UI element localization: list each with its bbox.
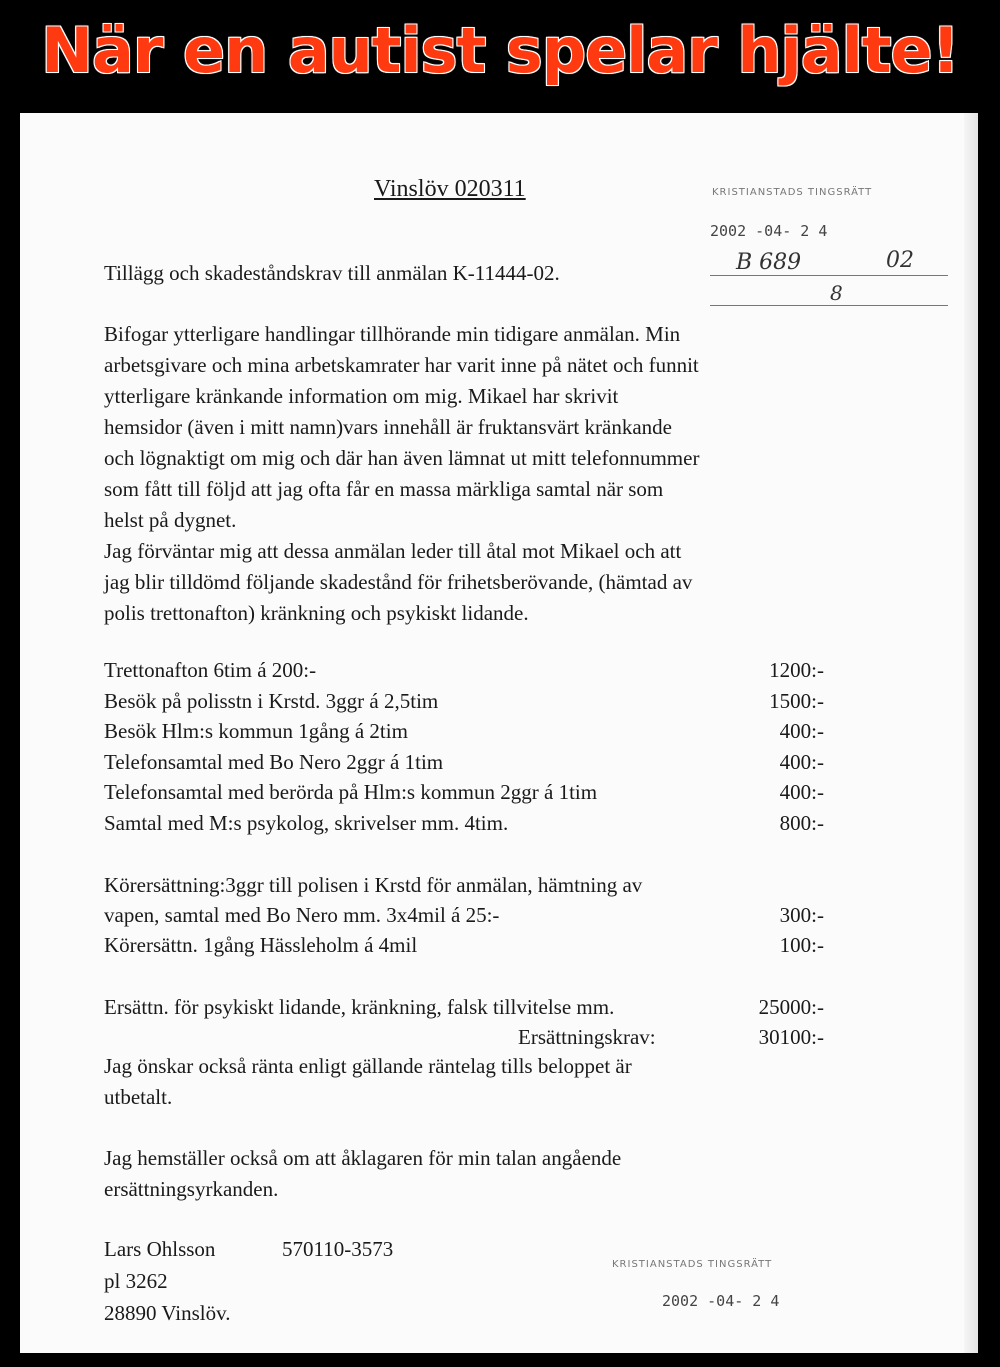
stamp-line <box>710 305 948 306</box>
handwritten-case-year: 02 <box>886 248 914 273</box>
damages-line <box>104 995 824 1019</box>
damages-text: Ersättn. för psykiskt lidande, kränkning, falsk tillvitelse mm. <box>104 995 615 1019</box>
paragraph-line: Jag önskar också ränta enligt gällande räntelag tills beloppet är <box>104 1054 632 1078</box>
paragraph-line: polis trettonafton) kränkning och psykiskt lidande. <box>104 601 529 625</box>
paragraph-line: och lögnaktigt om mig och där han även lämnat ut mitt telefonnummer <box>104 446 700 470</box>
travel-line-2 <box>104 903 824 927</box>
claim-item-amount: 400:- <box>779 750 824 774</box>
travel-line-3 <box>104 933 824 957</box>
paragraph-line: hemsidor (även i mitt namn)vars innehåll är fruktansvärt kränkande <box>104 415 672 439</box>
claim-item <box>104 780 824 804</box>
claim-item-text: Telefonsamtal med Bo Nero 2ggr á 1tim <box>104 750 444 774</box>
claim-item <box>104 750 824 774</box>
paragraph-line: Bifogar ytterligare handlingar tillhörande min tidigare anmälan. Min <box>104 322 681 346</box>
signature-block <box>104 1233 231 1329</box>
claim-item <box>104 719 824 743</box>
travel-line-1 <box>104 873 824 897</box>
stamp-line <box>710 275 948 276</box>
paragraph-line: arbetsgivare och mina arbetskamrater har varit inne på nätet och funnit <box>104 353 699 377</box>
paragraph-line: ytterligare kränkande information om mig. Mikael har skrivit <box>104 384 619 408</box>
claim-item-amount: 400:- <box>779 719 824 743</box>
interest-paragraph <box>104 1051 632 1113</box>
paragraph-line: Jag förväntar mig att dessa anmälan leder till åtal mot Mikael och att <box>104 539 682 563</box>
letter-page <box>20 113 978 1353</box>
claim-item-amount: 400:- <box>779 780 824 804</box>
travel-text: vapen, samtal med Bo Nero mm. 3x4mil á 25:- <box>104 903 500 927</box>
handwritten-aktbil: 8 <box>830 281 843 305</box>
claim-item-text: Telefonsamtal med berörda på Hlm:s kommun 2ggr á 1tim <box>104 780 598 804</box>
handwritten-case-number: B 689 <box>736 250 802 275</box>
signature-personal-number: 570110-3573 <box>282 1237 394 1261</box>
request-paragraph <box>104 1143 621 1205</box>
claim-item-amount: 1500:- <box>769 689 824 713</box>
paragraph-line: helst på dygnet. <box>104 508 237 532</box>
travel-amount: 300:- <box>779 903 824 927</box>
travel-text: Körersättn. 1gång Hässleholm á 4mil <box>104 933 418 957</box>
letter-paragraph-1 <box>104 319 699 629</box>
paragraph-line: jag blir tilldömd följande skadestånd för frihetsberövande, (hämtad av <box>104 570 693 594</box>
claim-item-text: Samtal med M:s psykolog, skrivelser mm. 4tim. <box>104 811 509 835</box>
letter-subject: Tillägg och skadeståndskrav till anmälan K-11444-02. <box>104 261 560 285</box>
paragraph-line: ersättningsyrkanden. <box>104 1177 279 1201</box>
court-stamp-bottom-date: 2002 -04- 2 4 <box>662 1292 780 1310</box>
claim-item <box>104 689 824 713</box>
travel-text: Körersättning:3ggr till polisen i Krstd för anmälan, hämtning av <box>104 873 643 897</box>
signature-address-2: 28890 Vinslöv. <box>104 1301 231 1325</box>
paragraph-line: utbetalt. <box>104 1085 173 1109</box>
claim-item-text: Besök på polisstn i Krstd. 3ggr á 2,5tim <box>104 689 439 713</box>
court-stamp-bottom: KRISTIANSTADS TINGSRÄTT <box>612 1259 773 1270</box>
damages-amount: 25000:- <box>758 995 824 1019</box>
signature-address-1: pl 3262 <box>104 1269 168 1293</box>
signature-name: Lars Ohlsson <box>104 1237 216 1261</box>
total-amount: 30100:- <box>758 1025 824 1049</box>
claim-item <box>104 658 824 682</box>
claim-item-text: Trettonafton 6tim á 200:- <box>104 658 317 682</box>
total-label: Ersättningskrav: <box>518 1025 656 1049</box>
claim-item-amount: 1200:- <box>769 658 824 682</box>
letter-date-heading: Vinslöv 020311 <box>374 176 526 202</box>
paragraph-line: som fått till följd att jag ofta får en massa märkliga samtal när som <box>104 477 664 501</box>
claim-item-amount: 800:- <box>779 811 824 835</box>
page-edge-shadow <box>964 113 978 1353</box>
court-stamp-top-date: 2002 -04- 2 4 <box>710 222 828 240</box>
claim-item <box>104 811 824 835</box>
banner-title: När en autist spelar hjälte! <box>41 14 959 87</box>
court-stamp-top: KRISTIANSTADS TINGSRÄTT <box>712 187 873 198</box>
travel-amount: 100:- <box>779 933 824 957</box>
claim-item-text: Besök Hlm:s kommun 1gång á 2tim <box>104 719 408 743</box>
paragraph-line: Jag hemställer också om att åklagaren för min talan angående <box>104 1146 622 1170</box>
